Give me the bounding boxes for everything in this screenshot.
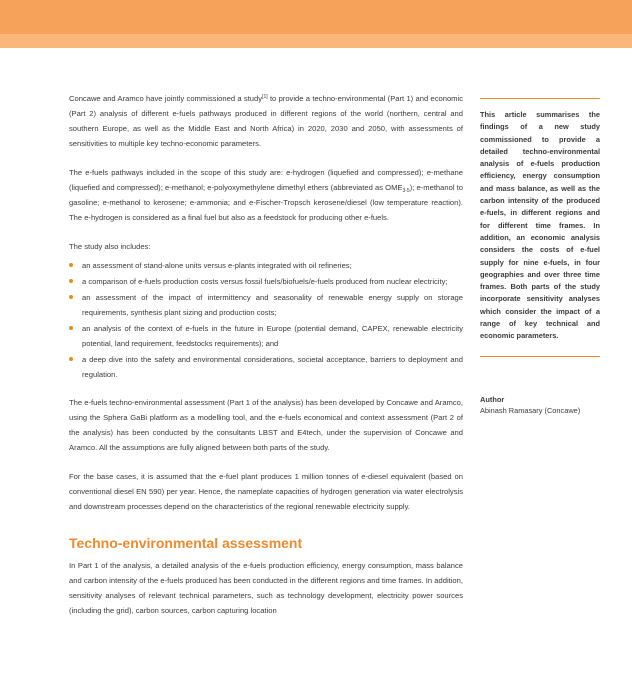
bullet-icon	[69, 279, 73, 283]
includes-list	[69, 258, 463, 382]
sidebar-bottom-divider	[480, 356, 600, 357]
assessment-paragraph: The e-fuels techno-environmental assessment (Part 1 of the analysis) has been developed by Concawe and Aramco, using the Sphera GaBi platform as a modelling tool, and the e-fuels economical and context assessment (Part 2 of the analysis) has been conducted by the consultants LBST and E4tech, under the supervision of Concawe and Aramco. All the assumptions are fully aligned between both parts of the study.	[69, 398, 463, 452]
part1-paragraph: In Part 1 of the analysis, a detailed analysis of the e-fuels production efficiency, energy consumption, mass balance and carbon intensity of the e-fuels produced has been conducted in the different regions and time frames. In addition, sensitivity analyses of relevant technical parameters, such as technology development, electricity power sources (including the grid), carbon sources, carbon capturing location	[69, 561, 463, 615]
bullet-icon	[69, 263, 73, 267]
includes-intro: The study also includes:	[69, 242, 151, 251]
pathways-paragraph	[69, 165, 463, 225]
list-item: a comparison of e-fuels production costs versus fossil fuels/biofuels/e-fuels produced from nuclear electricity;	[69, 274, 463, 289]
list-item: an assessment of the impact of intermittency and seasonality of renewable energy supply on storage requirements, synthesis plant sizing and production costs;	[69, 290, 463, 320]
reference-marker[interactable]: [1]	[262, 94, 268, 100]
article-summary: This article summarises the findings of a new study commissioned to provide a detailed techno-environmental analysis of e-fuels production efficiency, energy consumption and mass balance, as well as the carbon intensity of the produced e-fuels, in different regions and for different time frames. In addition, an economic analysis considers the costs of e-fuel supply for nine e-fuels, in four geographies and over three time frames. Both parts of the study incorporate sensitivity analyses which consider the impact of a range of key technical and economic parameters.	[480, 110, 600, 341]
intro-text: Concawe and Aramco have jointly commissioned a study	[69, 94, 263, 103]
main-column	[69, 91, 463, 632]
ome-subscript: 3-5	[402, 188, 410, 194]
intro-text-continued: to provide a techno-environmental (Part 1) and economic (Part 2) analysis of different e-fuels pathways produced in different regions of the world (northern, central and southern Europe, as well as the Middle East and North Africa) in 2020, 2030 and 2050, with assessments of sensitivities to multiple key techno-economic parameters.	[69, 94, 463, 148]
sidebar-top-divider	[480, 98, 600, 99]
list-item: an analysis of the context of e-fuels in the future in Europe (potential demand, CAPEX, renewable electricity potential, land requirement, feedstocks requirements); and	[69, 321, 463, 351]
header-band	[0, 0, 632, 48]
pathways-text: The e-fuels pathways included in the scope of this study are: e-hydrogen (liquefied and compressed); e-methane (liquefied and compressed); e-methanol; e-polyoxymethylene dimethyl ethers (abbreviated as OME	[69, 168, 463, 192]
header-band-inner	[0, 0, 632, 34]
list-item: an assessment of stand-alone units versus e-plants integrated with oil refineries;	[69, 258, 463, 273]
base-case-paragraph: For the base cases, it is assumed that the e-fuel plant produces 1 million tonnes of e-diesel equivalent (based on conventional diesel EN 590) per year. Hence, the nameplate capacities of hydrogen generation via water electrolysis and downstream processes depend on the characteristics of the regional renewable electricity supply.	[69, 472, 463, 511]
bullet-icon	[69, 326, 73, 330]
pathways-text-continued: ); e-methanol to gasoline; e-methanol to kerosene; e-ammonia; and e-Fischer-Tropsch kerosene/diesel (low temperature reaction). The e-hydrogen is considered as a final fuel but also as a feedstock for producing other e-fuels.	[69, 183, 464, 222]
section-heading: Techno-environmental assessment	[69, 535, 303, 551]
sidebar	[480, 98, 600, 415]
intro-paragraph	[69, 91, 463, 151]
bullet-icon	[69, 295, 73, 299]
bullet-icon	[69, 357, 73, 361]
list-item: a deep dive into the safety and environmental considerations, societal acceptance, barriers to deployment and regulation.	[69, 352, 463, 382]
author-label: Author	[480, 394, 505, 404]
author-name: Abinash Ramasary (Concawe)	[480, 405, 581, 415]
